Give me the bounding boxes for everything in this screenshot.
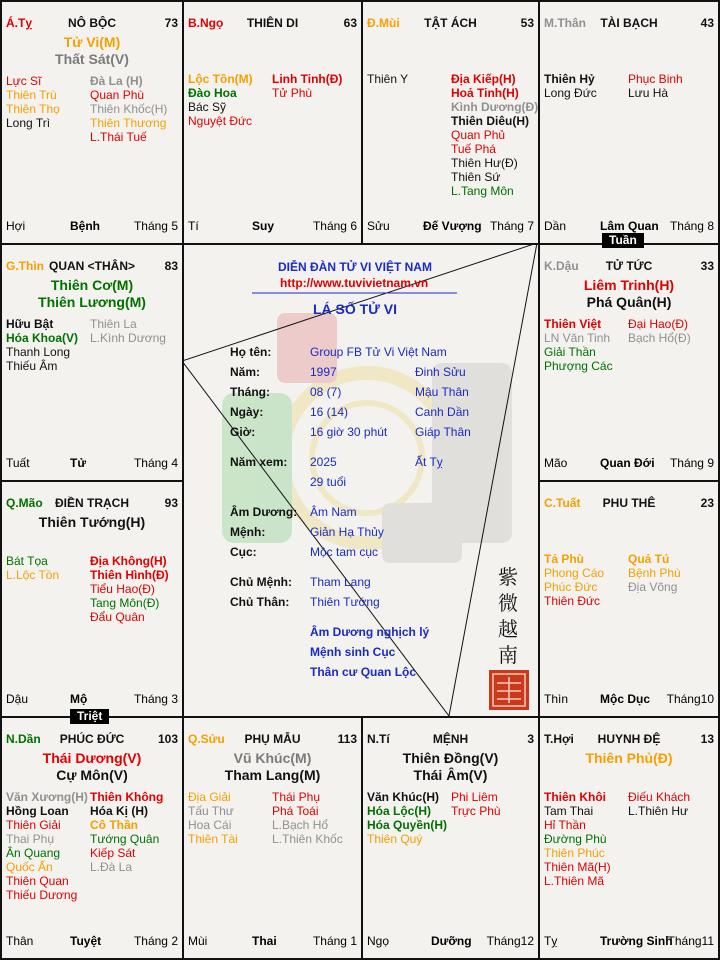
minor-stars-right [90, 554, 169, 624]
palace-name: HUYNH ĐỆ [597, 732, 661, 746]
info-label: Năm xem: [230, 455, 288, 469]
minor-star: Thiên Trù [6, 88, 57, 102]
footer-phase: Quan Đới [600, 456, 655, 470]
footer-phase: Mộc Dục [600, 692, 651, 706]
minor-star: Văn Khúc(H) [367, 790, 439, 804]
footer-branch: Mùi [188, 934, 208, 948]
minor-star: Thiên Khôi [544, 790, 606, 804]
minor-star: Đẩu Quân [90, 610, 145, 624]
minor-star: Thiên Mã(H) [544, 860, 611, 874]
footer-branch: Tuất [6, 456, 30, 470]
palace-footer [6, 934, 178, 948]
palace-age: 93 [164, 496, 178, 510]
footer-branch: Thìn [544, 692, 569, 706]
palace-age: 33 [700, 259, 714, 273]
main-stars [2, 514, 182, 531]
minor-star: Thái Phụ [272, 790, 321, 804]
minor-star: LN Văn Tinh [544, 331, 611, 345]
minor-star: L.Thiên Mã [544, 874, 605, 888]
palace-name: ĐIỀN TRẠCH [55, 496, 129, 510]
info-label: Mệnh: [230, 525, 266, 539]
seal-char: 南 [498, 643, 518, 667]
minor-star: Điếu Khách [628, 790, 691, 804]
main-star: Vũ Khúc(M) [233, 750, 312, 766]
minor-star: Kình Dương(Đ) [451, 100, 539, 114]
main-star: Thiên Phủ(Đ) [585, 750, 673, 766]
minor-star: Nguyệt Đức [188, 114, 253, 128]
palace-age: 103 [157, 732, 178, 746]
minor-star: L.Thái Tuế [90, 130, 147, 144]
footer-phase: Thai [252, 934, 277, 948]
minor-star: L.Tang Môn [451, 184, 514, 198]
palace-name: MỆNH [432, 732, 469, 746]
palace-footer [6, 219, 178, 233]
footer-branch: Dần [544, 219, 567, 233]
footer-phase: Đế Vượng [423, 219, 482, 233]
info-value: 16 giờ 30 phút [310, 425, 388, 439]
minor-star: Phục Binh [628, 72, 683, 86]
minor-stars-right [628, 72, 683, 100]
info-canchi: Giáp Thân [415, 425, 471, 439]
minor-star: Ân Quang [6, 846, 61, 860]
minor-star: Văn Xương(H) [6, 790, 88, 804]
seal-char: 越 [498, 617, 518, 641]
minor-star: Lực Sĩ [6, 74, 42, 88]
palace-age: 13 [700, 732, 714, 746]
minor-star: Thiên Việt [544, 317, 602, 331]
main-star: Phá Quân(H) [586, 294, 672, 310]
footer-month: Tháng 9 [669, 456, 714, 470]
minor-star: Tấu Thư [188, 804, 234, 818]
info-label: Chủ Thân: [230, 595, 290, 609]
minor-star: L.Kình Dương [90, 331, 166, 345]
minor-star: Bác Sỹ [188, 100, 227, 114]
minor-stars-left [544, 317, 613, 373]
info-label: Họ tên: [230, 345, 272, 359]
footer-month: Tháng11 [667, 934, 714, 948]
palace-than[interactable] [538, 0, 720, 245]
palace-name: TẬT ÁCH [424, 16, 477, 30]
main-stars [2, 34, 182, 68]
footer-branch: Tí [188, 219, 199, 233]
palace-position: G.Thìn [6, 259, 44, 273]
minor-star: Long Trì [6, 116, 51, 130]
palace-ty[interactable] [0, 0, 184, 245]
minor-star: L.Đà La [90, 860, 133, 874]
minor-stars-right [451, 72, 538, 198]
minor-star: Hóa Khoa(V) [6, 331, 78, 345]
info-value: 1997 [310, 365, 337, 379]
footer-month: Tháng 2 [133, 934, 178, 948]
palace-position: M.Thân [544, 16, 586, 30]
minor-star: Thiếu Âm [6, 359, 58, 373]
main-stars [184, 750, 361, 784]
palace-position: B.Ngọ [188, 16, 224, 30]
info-value: Thiên Tướng [310, 595, 380, 609]
minor-star: Bệnh Phù [628, 566, 681, 580]
minor-star: Phúc Đức [544, 580, 598, 594]
minor-star: Tả Phù [544, 552, 585, 566]
minor-star: Quan Phù [90, 88, 145, 102]
minor-star: L.Thiên Khốc [272, 832, 343, 846]
footer-branch: Thân [6, 934, 34, 948]
tuan-tag: Tuần [602, 233, 644, 248]
minor-stars-left [544, 790, 611, 888]
minor-star: Hoả Tinh(H) [451, 86, 519, 100]
minor-star: Đại Hao(Đ) [628, 317, 689, 331]
info-value: 29 tuổi [310, 475, 347, 489]
footer-month: Tháng10 [666, 692, 714, 706]
main-star: Thiên Cơ(M) [50, 277, 134, 293]
info-canchi: Canh Dần [415, 405, 470, 419]
minor-star: Quả Tú [628, 552, 670, 566]
minor-star: Thiên Phúc [544, 846, 605, 860]
minor-star: Cô Thần [90, 818, 138, 832]
palace-thin[interactable] [0, 243, 184, 482]
info-label: Ngày: [230, 405, 264, 419]
minor-star: Phong Cáo [544, 566, 605, 580]
footer-branch: Mão [544, 456, 568, 470]
minor-star: Địa Võng [628, 580, 678, 594]
footer-phase: Lâm Quan [600, 219, 659, 233]
footer-phase: Mộ [70, 692, 88, 706]
palace-position: C.Tuất [544, 496, 581, 510]
minor-star: Tiểu Hao(Đ) [90, 582, 155, 596]
palace-position: Á.Tỵ [6, 16, 33, 30]
minor-star: Hóa Kị (H) [90, 804, 148, 818]
footer-month: Tháng12 [486, 934, 534, 948]
minor-star: Quan Phủ [451, 128, 506, 142]
palace-footer [544, 934, 714, 948]
palace-footer [544, 456, 714, 470]
minor-star: Hữu Bật [6, 317, 54, 331]
minor-stars-right [90, 317, 166, 345]
footer-month: Tháng 8 [669, 219, 714, 233]
main-star: Thất Sát(V) [55, 51, 129, 67]
footer-month: Tháng 7 [489, 219, 534, 233]
minor-star: Thiên Thương [90, 116, 167, 130]
forum-url[interactable]: http://www.tuvivietnam.vn [280, 276, 429, 290]
minor-star: Bát Tọa [6, 554, 48, 568]
minor-stars-right [628, 317, 691, 345]
info-note: Mệnh sinh Cục [310, 645, 396, 659]
main-stars [2, 750, 182, 784]
minor-star: Lộc Tồn(M) [188, 72, 253, 86]
minor-star: Bạch Hổ(Đ) [628, 331, 691, 345]
palace-suu[interactable] [182, 716, 363, 960]
palace-ngo[interactable] [182, 0, 363, 245]
info-label: Chủ Mệnh: [230, 575, 292, 589]
minor-stars-left [188, 790, 238, 846]
minor-stars-right [90, 74, 167, 144]
palace-name: THIÊN DI [246, 16, 299, 30]
minor-star: Linh Tinh(Đ) [272, 72, 343, 86]
minor-star: Tam Thai [544, 804, 594, 818]
info-value: Mộc tam cục [310, 545, 379, 559]
minor-stars-left [188, 72, 253, 128]
minor-star: Giải Thần [544, 345, 596, 359]
palace-position: Q.Mão [6, 496, 43, 510]
info-label: Giờ: [230, 425, 256, 439]
palace-name: NÔ BỘC [68, 16, 116, 30]
minor-star: Long Đức [544, 86, 597, 100]
palace-age: 73 [164, 16, 178, 30]
footer-month: Tháng 4 [133, 456, 178, 470]
minor-stars-right [272, 72, 342, 100]
minor-star: Thiên Diêu(H) [451, 114, 529, 128]
main-star: Thiên Lương(M) [38, 294, 146, 310]
footer-phase: Dưỡng [431, 934, 472, 948]
main-star: Liêm Trinh(H) [583, 277, 675, 293]
minor-star: L.Lộc Tồn [6, 568, 60, 582]
palace-footer [6, 456, 178, 470]
minor-star: Trực Phù [451, 804, 501, 818]
minor-star: L.Thiên Hư [628, 804, 689, 818]
minor-stars-right [90, 790, 163, 874]
palace-position: T.Hợi [544, 732, 574, 746]
info-note: Âm Dương nghịch lý [310, 625, 430, 639]
minor-stars-left [6, 554, 59, 582]
palace-footer [367, 219, 534, 233]
info-canchi: Ất Tỵ [415, 455, 443, 469]
footer-branch: Tỵ [544, 934, 558, 948]
footer-month: Tháng 1 [312, 934, 357, 948]
footer-month: Tháng 5 [133, 219, 178, 233]
palace-footer [544, 219, 714, 233]
minor-stars-left [6, 790, 88, 902]
palace-ti[interactable] [361, 716, 540, 960]
main-star: Thiên Tướng(H) [38, 514, 146, 530]
main-star: Tử Vi(M) [63, 34, 121, 50]
seal-char: 微 [498, 591, 518, 615]
main-star: Thiên Đồng(V) [402, 750, 499, 766]
minor-star: Tử Phù [272, 86, 313, 100]
info-value: Giản Hạ Thủy [310, 525, 384, 539]
forum-name: DIỄN ĐÀN TỬ VI VIỆT NAM [278, 260, 432, 274]
main-stars [2, 277, 182, 311]
minor-stars-left [544, 552, 604, 608]
minor-star: Thiên Hình(Đ) [90, 568, 169, 582]
minor-star: Đào Hoa [188, 86, 237, 100]
minor-star: Thiên Hỷ [544, 72, 595, 86]
palace-name: QUAN <THÂN> [48, 259, 135, 273]
footer-branch: Hợi [6, 219, 26, 233]
minor-star: Thiên Giải [6, 818, 61, 832]
palace-age: 23 [700, 496, 714, 510]
minor-star: Địa Không(H) [90, 554, 167, 568]
main-star: Cự Môn(V) [56, 767, 128, 783]
minor-star: Hồng Loan [6, 804, 69, 818]
palace-age: 43 [700, 16, 714, 30]
footer-phase: Bệnh [70, 219, 100, 233]
minor-star: Thiên Không [90, 790, 164, 804]
palace-age: 83 [164, 259, 178, 273]
minor-star: Thanh Long [6, 345, 71, 359]
minor-star: Địa Giải [188, 790, 231, 804]
palace-footer [188, 934, 357, 948]
chart-center [182, 243, 537, 716]
minor-star: Thiên Quan [6, 874, 69, 888]
info-canchi: Mậu Thân [415, 385, 469, 399]
palace-dan[interactable] [0, 716, 184, 960]
palace-position: K.Dậu [544, 259, 579, 273]
minor-star: Hỉ Thần [544, 818, 586, 832]
minor-stars-right [272, 790, 343, 846]
palace-mui[interactable] [361, 0, 540, 245]
minor-star: Phượng Các [544, 359, 613, 373]
footer-month: Tháng 3 [133, 692, 178, 706]
footer-phase: Suy [252, 219, 275, 233]
info-note: Thân cư Quan Lộc [310, 665, 417, 679]
palace-name: PHÚC ĐỨC [59, 732, 125, 746]
minor-star: Phi Liêm [451, 790, 498, 804]
minor-star: Thiếu Dương [6, 888, 78, 902]
info-value: Group FB Tử Vi Việt Nam [310, 345, 447, 359]
main-star: Thái Âm(V) [413, 767, 488, 783]
triet-tag: Triệt [70, 709, 109, 724]
minor-stars-right [628, 790, 690, 818]
main-star: Thái Dương(V) [42, 750, 142, 766]
minor-star: Thiên Hư(Đ) [451, 156, 518, 170]
minor-stars-right [628, 552, 681, 594]
footer-month: Tháng 6 [312, 219, 357, 233]
palace-position: N.Tí [367, 732, 390, 746]
minor-star: Hóa Lộc(H) [367, 804, 431, 818]
minor-star: Thiên La [90, 317, 137, 331]
minor-star: Phá Toái [272, 804, 319, 818]
minor-star: Quốc Ấn [6, 860, 53, 874]
palace-footer [188, 219, 357, 233]
minor-stars-left [6, 317, 78, 373]
info-canchi: Đinh Sửu [415, 365, 466, 379]
minor-star: Kiếp Sát [90, 846, 136, 860]
minor-star: L.Bạch Hổ [272, 818, 329, 832]
info-label: Cục: [230, 545, 257, 559]
palace-age: 53 [520, 16, 534, 30]
palace-position: Q.Sửu [188, 732, 225, 746]
minor-star: Tướng Quân [90, 832, 160, 846]
minor-star: Hóa Quyền(H) [367, 818, 448, 832]
palace-age: 63 [343, 16, 357, 30]
minor-stars-right [451, 790, 501, 818]
info-value: 08 (7) [310, 385, 342, 399]
main-star: Tham Lang(M) [224, 767, 321, 783]
palace-position: N.Dần [6, 732, 41, 746]
minor-star: Hoa Cái [188, 818, 232, 832]
info-label: Âm Dương: [230, 505, 298, 519]
info-value: Âm Nam [310, 505, 357, 519]
minor-star: Tuế Phá [451, 142, 496, 156]
palace-position: Đ.Mùi [367, 16, 400, 30]
minor-star: Đà La (H) [90, 74, 143, 88]
footer-phase: Tử [70, 456, 87, 470]
chart-title: LÁ SỐ TỬ VI [313, 301, 397, 317]
footer-branch: Sửu [367, 219, 390, 233]
minor-star: Lưu Hà [628, 86, 669, 100]
palace-age: 113 [337, 732, 357, 746]
minor-stars-left [367, 72, 408, 86]
footer-branch: Dậu [6, 692, 29, 706]
minor-star: Thiên Y [367, 72, 409, 86]
minor-star: Thiên Thọ [6, 102, 60, 116]
info-value: 16 (14) [310, 405, 349, 419]
palace-footer [6, 692, 178, 706]
palace-name: TỬ TỨC [605, 259, 653, 273]
minor-stars-left [544, 72, 597, 100]
palace-footer [367, 934, 534, 948]
minor-stars-left [6, 74, 60, 130]
palace-age: 3 [527, 732, 534, 746]
palace-footer [544, 692, 714, 706]
palace-dau[interactable] [538, 243, 720, 482]
minor-star: Thiên Tài [188, 832, 238, 846]
info-value: 2025 [310, 455, 337, 469]
palace-hoi[interactable] [538, 716, 720, 960]
main-stars [540, 750, 718, 767]
minor-star: Địa Kiếp(H) [451, 72, 516, 86]
minor-stars-left [367, 790, 447, 846]
footer-phase: Tuyệt [70, 934, 102, 948]
footer-phase: Trường Sinh [600, 934, 673, 948]
palace-name: PHU THÊ [602, 496, 656, 510]
palace-name: PHỤ MẪU [244, 732, 301, 746]
info-value: Tham Lang [310, 575, 371, 589]
info-label: Tháng: [230, 385, 270, 399]
palace-tuat[interactable] [538, 480, 720, 718]
palace-name: TÀI BẠCH [600, 16, 658, 30]
footer-branch: Ngọ [367, 934, 390, 948]
minor-star: Thiên Sứ [451, 170, 501, 184]
palace-mao[interactable] [0, 480, 184, 718]
minor-star: Thai Phụ [6, 832, 55, 846]
main-stars [540, 277, 718, 311]
minor-star: Thiên Khốc(H) [90, 102, 168, 116]
minor-star: Tang Môn(Đ) [90, 596, 160, 610]
minor-star: Thiên Đức [544, 594, 601, 608]
seal-char: 紫 [498, 565, 518, 589]
minor-star: Đường Phù [544, 832, 607, 846]
minor-star: Thiên Quý [367, 832, 423, 846]
info-label: Năm: [230, 365, 261, 379]
main-stars [363, 750, 538, 784]
